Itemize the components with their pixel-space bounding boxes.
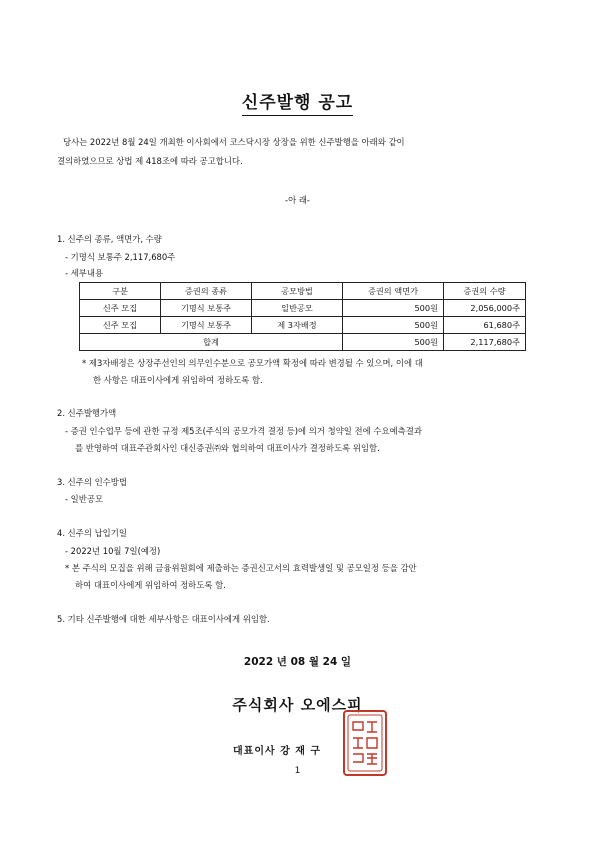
announcement-date: 2022 년 08 월 24 일 (243, 656, 352, 668)
ceo-name: 대표이사 강 재 구 (233, 746, 322, 757)
cell-security-type: 기명식 보통주 (161, 317, 252, 334)
cell-security-type: 기명식 보통주 (161, 300, 252, 317)
total-par-value: 500원 (343, 334, 444, 351)
cell-quantity: 2,056,000주 (444, 300, 526, 317)
section-4-line-1: - 2022년 10월 7일(예정) (65, 546, 161, 556)
section-3-heading: 3. 신주의 인수방법 (57, 477, 127, 487)
table-header-row (80, 283, 526, 300)
cell-offering-method: 일반공모 (252, 300, 343, 317)
total-label: 합계 (80, 334, 343, 351)
section-2-line-1: - 증권 인수업무 등에 관한 규정 제5조(주식의 공모가격 결정 등)에 의거 청약일 전에 수요예측결과 (65, 426, 422, 436)
header-offering-method: 공모방법 (252, 283, 343, 300)
cell-par-value: 500원 (343, 300, 444, 317)
section-3-line-1: - 일반공모 (65, 494, 104, 504)
seal-glyph-3 (353, 754, 377, 764)
page-number: 1 (294, 766, 301, 776)
stock-table (79, 282, 526, 351)
table-total-row (80, 334, 526, 351)
section-1-item-2: - 세부내용 (65, 268, 104, 278)
seal-glyph-1 (353, 722, 377, 732)
intro-line-1: 당사는 2022년 8월 24일 개최한 이사회에서 코스닥시장 상장을 위한 신주발행을 아래와 같이 (63, 137, 405, 147)
company-name: 주식회사 오에스피 (232, 696, 363, 714)
intro-line-2: 결의하였으므로 상법 제 418조에 따라 공고합니다. (57, 156, 243, 166)
total-quantity: 2,117,680주 (444, 334, 526, 351)
header-par-value: 증권의 액면가 (343, 283, 444, 300)
section-1-item-1: - 기명식 보통주 2,117,680주 (65, 252, 176, 262)
cell-category: 신주 모집 (80, 300, 161, 317)
section-4-line-3: 하여 대표이사에게 위임하여 정하도록 함. (75, 580, 226, 590)
section-1-note-2: 한 사항은 대표이사에게 위임하여 정하도록 함. (93, 375, 263, 385)
table-row (80, 317, 526, 334)
section-1-heading: 1. 신주의 종류, 액면가, 수량 (57, 234, 162, 244)
table-row (80, 300, 526, 317)
header-category: 구분 (80, 283, 161, 300)
cell-par-value: 500원 (343, 317, 444, 334)
cell-category: 신주 모집 (80, 317, 161, 334)
cell-offering-method: 제 3자배정 (252, 317, 343, 334)
cell-quantity: 61,680주 (444, 317, 526, 334)
title-text: 신주발행 공고 (242, 93, 353, 116)
section-1-note-1: * 제3자배정은 상장주선인의 의무인수분으로 공모가액 확정에 따라 변경될 수 있으며, 이에 대 (82, 358, 423, 368)
section-4-line-2: * 본 주식의 모집을 위해 금융위원회에 제출하는 증권신고서의 효력발생일 및 공모일정 등을 감안 (65, 563, 417, 573)
section-5-heading: 5. 기타 신주발행에 대한 세부사항은 대표이사에게 위임함. (57, 614, 270, 624)
section-2-line-2: 를 반영하여 대표주관회사인 대신증권㈜와 협의하여 대표이사가 결정하도록 위임함. (75, 443, 380, 453)
page-title (0, 88, 595, 113)
header-quantity: 증권의 수량 (444, 283, 526, 300)
section-2-heading: 2. 신주발행가액 (57, 408, 117, 418)
below-marker: -아 래- (285, 195, 310, 205)
seal-glyph-2 (353, 738, 377, 748)
section-4-heading: 4. 신주의 납입기일 (57, 528, 127, 538)
header-security-type: 증권의 종류 (161, 283, 252, 300)
